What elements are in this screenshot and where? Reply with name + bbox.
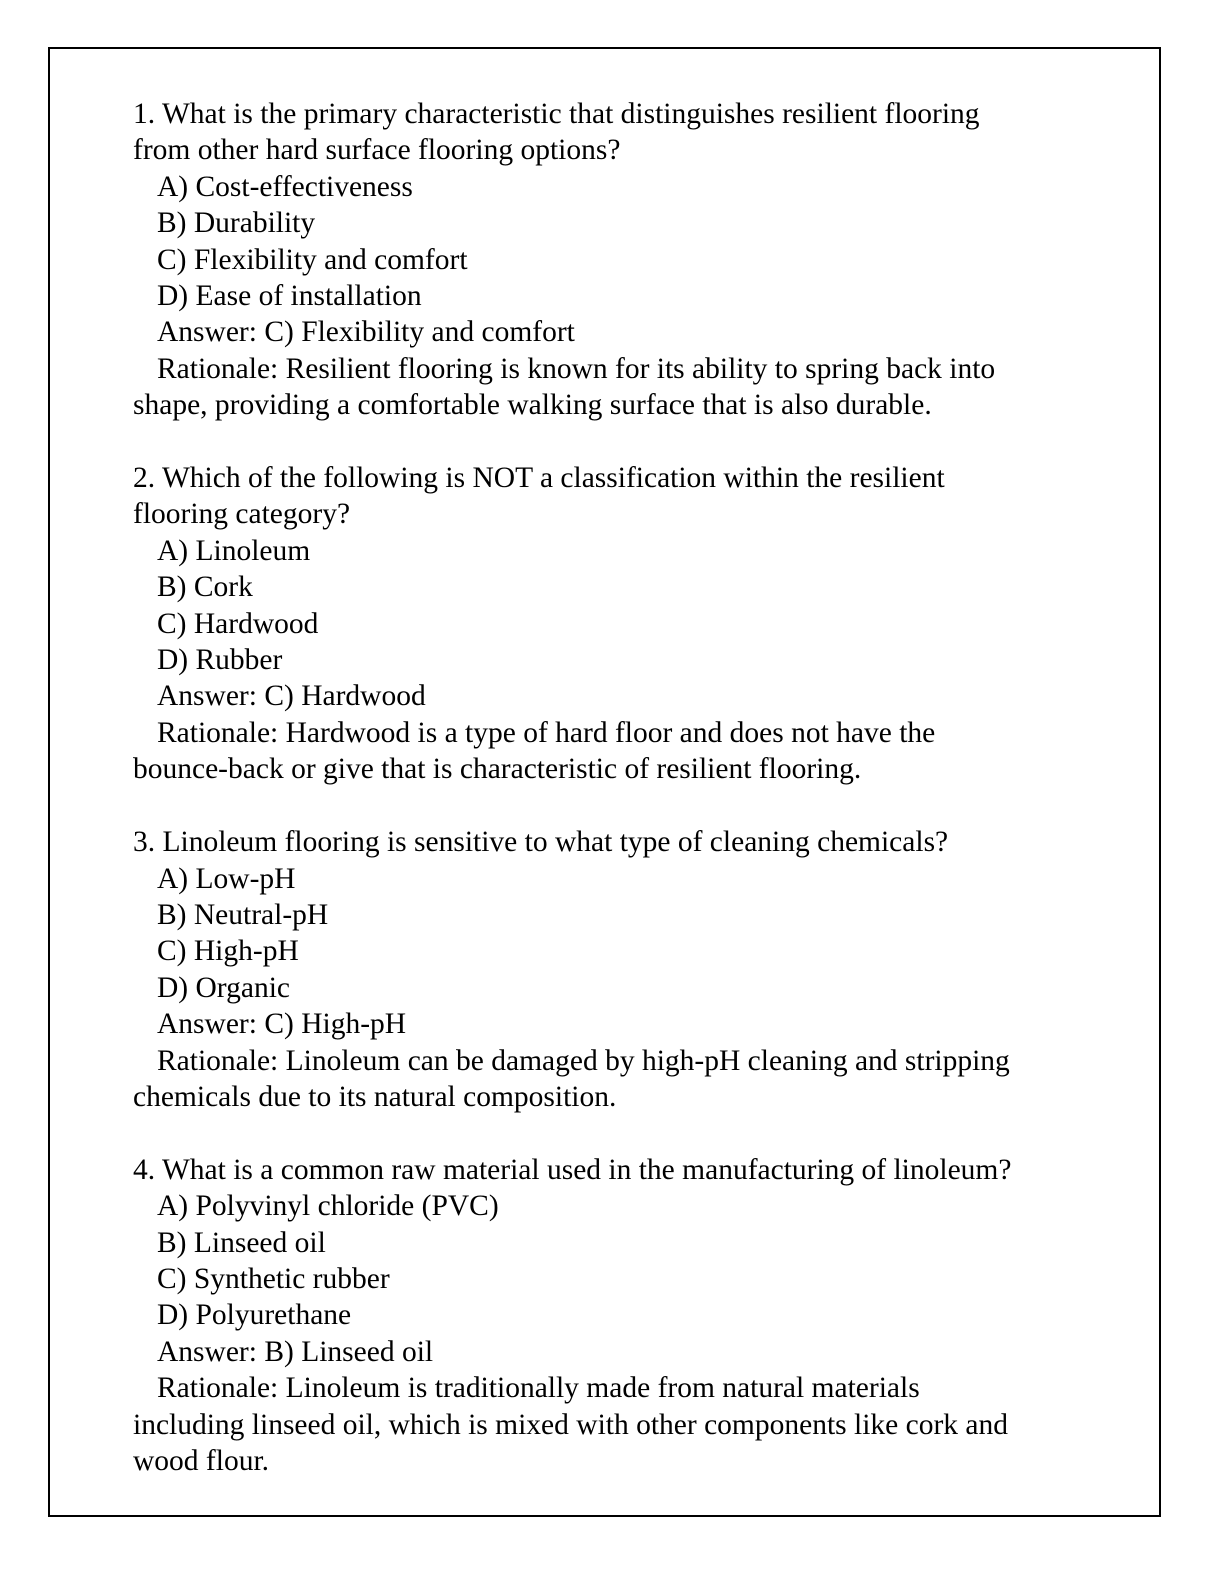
option-d: D) Organic [157, 971, 290, 1004]
rationale-line: Rationale: Linoleum is traditionally made from natural materials [157, 1372, 920, 1405]
option-a: A) Linoleum [157, 534, 311, 567]
rationale-line: Rationale: Resilient flooring is known for its ability to spring back into [157, 352, 996, 385]
option-d: D) Polyurethane [157, 1299, 352, 1332]
answer: Answer: B) Linseed oil [157, 1335, 434, 1368]
answer: Answer: C) Flexibility and comfort [157, 316, 575, 349]
option-c: C) Flexibility and comfort [157, 243, 468, 276]
option-b: B) Durability [157, 207, 316, 240]
quiz-content [133, 96, 1093, 1479]
option-d: D) Rubber [157, 644, 283, 677]
option-c: C) Synthetic rubber [157, 1262, 390, 1295]
option-c: C) High-pH [157, 935, 299, 968]
option-b: B) Cork [157, 571, 253, 604]
question-text-line: from other hard surface flooring options? [133, 134, 621, 167]
question-4 [133, 1152, 1093, 1480]
rationale-line: Rationale: Hardwood is a type of hard floor and does not have the [157, 716, 936, 749]
rationale-line: wood flour. [133, 1444, 270, 1477]
answer: Answer: C) High-pH [157, 1008, 407, 1041]
question-3 [133, 824, 1093, 1115]
option-a: A) Low-pH [157, 862, 296, 895]
option-b: B) Linseed oil [157, 1226, 326, 1259]
option-b: B) Neutral-pH [157, 898, 329, 931]
rationale-line: shape, providing a comfortable walking surface that is also durable. [133, 389, 932, 422]
question-text-line: 3. Linoleum flooring is sensitive to what type of cleaning chemicals? [133, 826, 949, 859]
question-2 [133, 460, 1093, 788]
answer: Answer: C) Hardwood [157, 680, 426, 713]
option-a: A) Cost-effectiveness [157, 170, 413, 203]
question-text-line: 1. What is the primary characteristic that distinguishes resilient flooring [133, 98, 980, 130]
question-text-line: 2. Which of the following is NOT a classification within the resilient [133, 462, 945, 495]
option-a: A) Polyvinyl chloride (PVC) [157, 1190, 499, 1223]
question-1 [133, 96, 1093, 424]
rationale-line: chemicals due to its natural composition. [133, 1080, 617, 1113]
rationale-line: including linseed oil, which is mixed with other components like cork and [133, 1408, 1009, 1441]
option-d: D) Ease of installation [157, 280, 422, 313]
question-text-line: flooring category? [133, 498, 351, 531]
question-text-line: 4. What is a common raw material used in the manufacturing of linoleum? [133, 1153, 1012, 1186]
rationale-line: bounce-back or give that is characteristic of resilient flooring. [133, 753, 862, 786]
option-c: C) Hardwood [157, 607, 319, 640]
rationale-line: Rationale: Linoleum can be damaged by high-pH cleaning and stripping [157, 1044, 1010, 1077]
